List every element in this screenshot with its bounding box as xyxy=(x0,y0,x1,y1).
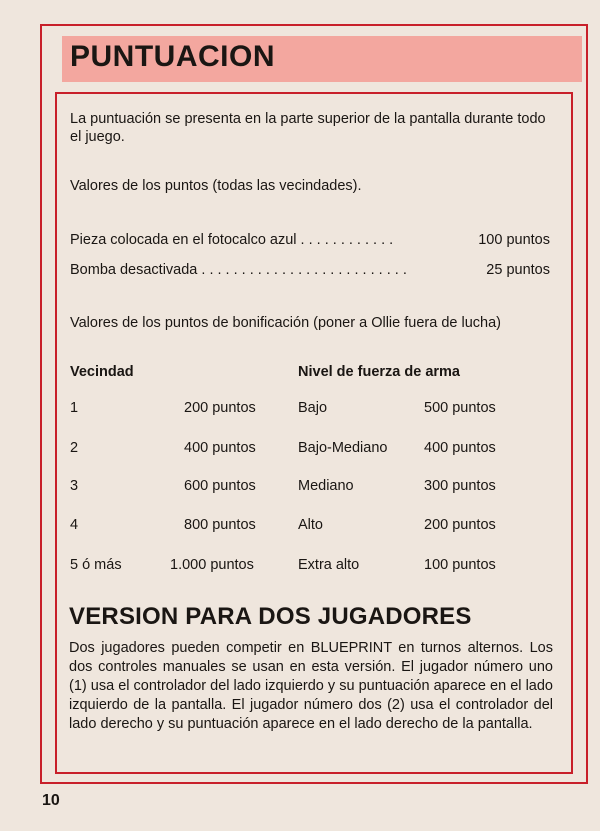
point-item-value: 25 puntos xyxy=(486,262,550,278)
cell-nivel: Bajo-Mediano xyxy=(298,440,388,456)
cell-vecindad: 4 xyxy=(70,517,79,533)
cell-puntos: 1.000 puntos xyxy=(170,557,254,573)
page-number: 10 xyxy=(42,792,60,809)
point-item-label: Pieza colocada en el fotocalco azul . . . . . . . . . . . . xyxy=(70,232,394,248)
cell-puntos-arma: 400 puntos xyxy=(424,440,496,456)
cell-puntos-arma: 100 puntos xyxy=(424,557,496,573)
section2-title: VERSION PARA DOS JUGADORES xyxy=(69,603,472,630)
cell-vecindad: 1 xyxy=(70,400,79,416)
bonus-intro: Valores de los puntos de bonificación (poner a Ollie fuera de lucha) xyxy=(70,315,501,331)
cell-vecindad: 3 xyxy=(70,478,79,494)
cell-puntos: 800 puntos xyxy=(184,517,256,533)
point-item-label: Bomba desactivada . . . . . . . . . . . . . . . . . . . . . . . . . . xyxy=(70,262,407,278)
cell-puntos: 400 puntos xyxy=(184,440,256,456)
cell-puntos: 200 puntos xyxy=(184,400,256,416)
two-player-paragraph: Dos jugadores pueden competir en BLUEPRINT en turnos alternos. Los dos controles manuales se usan en esta versión. El jugador número uno (1) usa el controlador del lado izquierdo y su puntuación aparece en el lado izquierdo de la pantalla. El jugador número dos (2) usa el controlador del lado derecho y su puntuación aparece en el lado derecho de la pantalla. xyxy=(69,640,553,732)
table-header-weapon: Nivel de fuerza de arma xyxy=(298,364,460,380)
cell-vecindad: 5 ó más xyxy=(70,557,122,573)
cell-vecindad: 2 xyxy=(70,440,79,456)
table-header-neighborhood: Vecindad xyxy=(70,364,134,380)
section-title: PUNTUACION xyxy=(70,40,275,73)
cell-puntos-arma: 500 puntos xyxy=(424,400,496,416)
cell-puntos-arma: 200 puntos xyxy=(424,517,496,533)
intro-paragraph: La puntuación se presenta en la parte superior de la pantalla durante todo el juego. xyxy=(70,111,546,145)
cell-puntos-arma: 300 puntos xyxy=(424,478,496,494)
cell-nivel: Mediano xyxy=(298,478,354,494)
cell-nivel: Extra alto xyxy=(298,557,360,573)
cell-puntos: 600 puntos xyxy=(184,478,256,494)
cell-nivel: Alto xyxy=(298,517,323,533)
point-item-value: 100 puntos xyxy=(478,232,550,248)
cell-nivel: Bajo xyxy=(298,400,328,416)
values-intro: Valores de los puntos (todas las vecindades). xyxy=(70,178,362,194)
